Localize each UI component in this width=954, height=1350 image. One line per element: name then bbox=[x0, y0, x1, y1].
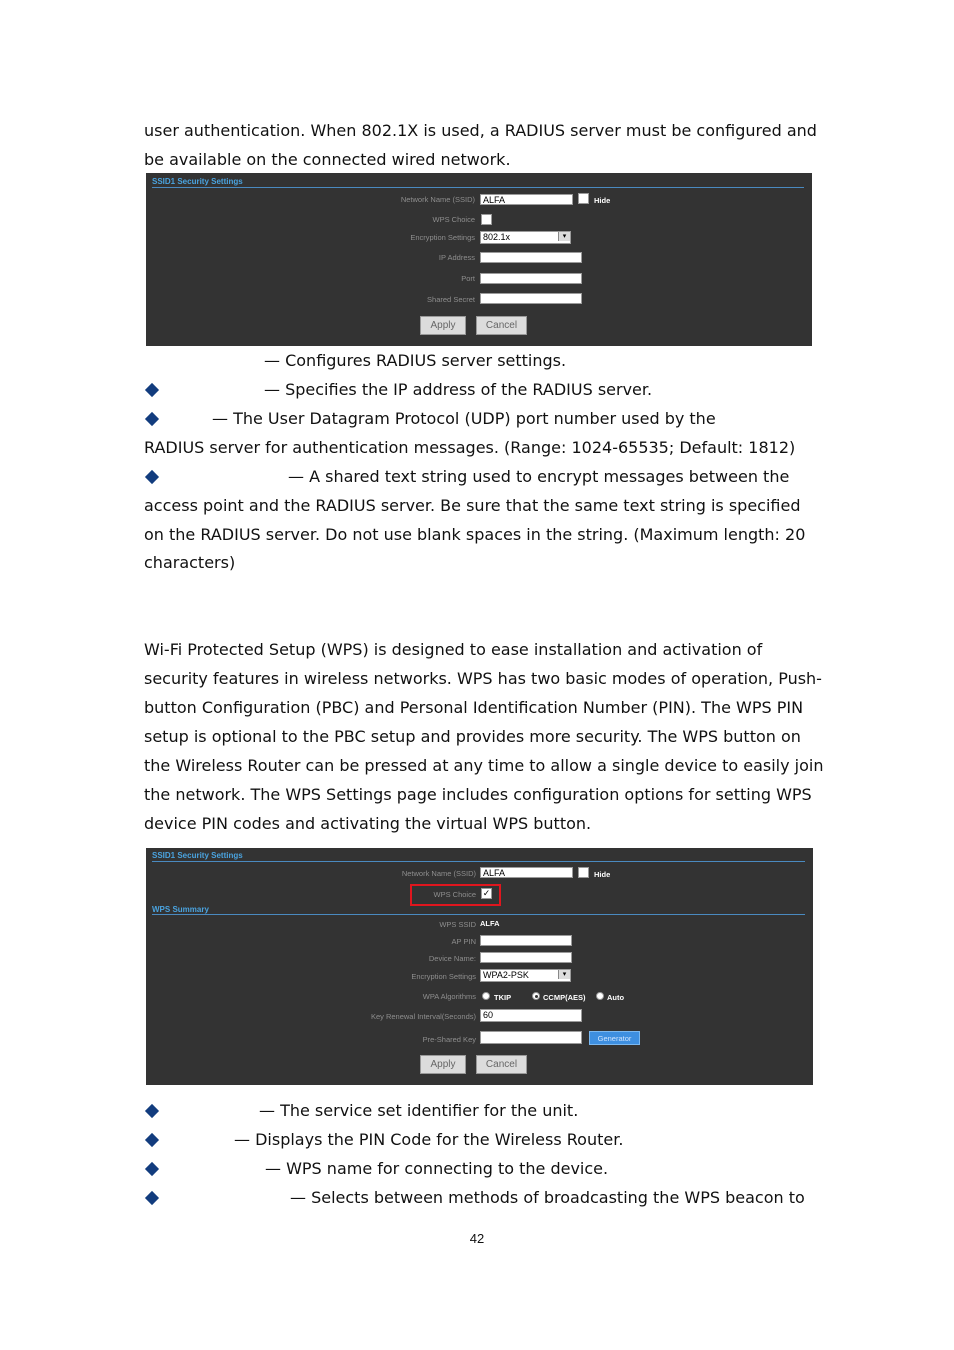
wps-settings-screenshot bbox=[146, 848, 813, 1085]
auto-label: Auto bbox=[607, 993, 625, 1002]
pre-shared-key-input[interactable] bbox=[480, 1031, 582, 1044]
encryption-value: 802.1x bbox=[483, 232, 511, 242]
ap-pin-label: AP PIN bbox=[451, 937, 476, 946]
shared-secret-line-cont: access point and the RADIUS server. Be sure that the same text string is specified bbox=[144, 496, 801, 515]
cancel-button[interactable]: Cancel bbox=[476, 316, 527, 335]
ssid-input[interactable]: ALFA bbox=[480, 867, 573, 878]
wps-choice-label: WPS Choice bbox=[432, 215, 475, 224]
shared-secret-input[interactable] bbox=[480, 293, 582, 304]
apply-button[interactable]: Apply bbox=[420, 316, 466, 335]
broadcast-line: — Selects between methods of broadcasting the WPS beacon to bbox=[290, 1188, 805, 1207]
ssid-input[interactable]: ALFA bbox=[480, 194, 573, 205]
shared-secret-label: Shared Secret bbox=[427, 295, 475, 304]
wps-ssid-line: — The service set identifier for the unit. bbox=[259, 1101, 579, 1120]
device-name-label: Device Name: bbox=[428, 954, 476, 963]
ssid-label: Network Name (SSID) bbox=[401, 869, 476, 878]
section-divider bbox=[152, 914, 805, 915]
section-title: SSID1 Security Settings bbox=[152, 177, 243, 186]
key-renewal-input[interactable]: 60 bbox=[480, 1009, 582, 1022]
device-name-line: — WPS name for connecting to the device. bbox=[265, 1159, 609, 1178]
bullet-diamond-icon bbox=[145, 470, 159, 484]
wps-ssid-label: WPS SSID bbox=[439, 920, 476, 929]
hide-checkbox[interactable] bbox=[578, 867, 589, 878]
ap-pin-input[interactable] bbox=[480, 935, 572, 946]
port-line: — The User Datagram Protocol (UDP) port number used by the bbox=[212, 409, 716, 428]
encryption-value: WPA2-PSK bbox=[483, 970, 529, 980]
port-line-cont: RADIUS server for authentication messages. (Range: 1024-65535; Default: 1812) bbox=[144, 438, 796, 457]
bullet-diamond-icon bbox=[145, 1191, 159, 1205]
radius-settings-screenshot bbox=[146, 173, 812, 346]
pre-shared-key-label: Pre-Shared Key bbox=[422, 1035, 476, 1044]
chevron-down-icon: ▾ bbox=[558, 232, 570, 241]
section-divider bbox=[152, 187, 804, 188]
ssid-label: Network Name (SSID) bbox=[400, 195, 475, 204]
intro-paragraph: user authentication. When 802.1X is used, a RADIUS server must be configured and be available on the connected wired network. bbox=[144, 121, 817, 169]
wps-paragraph: Wi-Fi Protected Setup (WPS) is designed to ease installation and activation of security features in wireless networks. WPS has two basic modes of operation, Push-button Configuration (PBC) and Personal Identification Number (PIN). The WPS PIN setup is optional to the PBC setup and provides more security. The WPS button on the Wireless Router can be pressed at any time to allow a single device to easily join the network. The WPS Settings page includes configuration options for setting WPS device PIN codes and activating the virtual WPS button. bbox=[144, 640, 824, 833]
key-renewal-label: Key Renewal Interval(Seconds) bbox=[370, 1012, 476, 1021]
ccmp-label: CCMP(AES) bbox=[543, 993, 586, 1002]
apply-button[interactable]: Apply bbox=[420, 1055, 466, 1074]
tkip-radio[interactable] bbox=[482, 992, 490, 1000]
hide-label: Hide bbox=[594, 870, 611, 879]
radius-settings-line: — Configures RADIUS server settings. bbox=[264, 351, 567, 370]
port-label: Port bbox=[461, 274, 475, 283]
wps-summary-title: WPS Summary bbox=[152, 905, 209, 914]
encryption-label: Encryption Settings bbox=[411, 972, 476, 981]
section-divider bbox=[152, 861, 805, 862]
ip-address-label: IP Address bbox=[438, 253, 475, 262]
shared-secret-line: — A shared text string used to encrypt messages between the bbox=[288, 467, 790, 486]
bullet-diamond-icon bbox=[145, 383, 159, 397]
encryption-label: Encryption Settings bbox=[410, 233, 475, 242]
ap-pin-line: — Displays the PIN Code for the Wireless Router. bbox=[234, 1130, 624, 1149]
ip-address-input[interactable] bbox=[480, 252, 582, 263]
wpa-algorithms-label: WPA Algorithms bbox=[422, 992, 476, 1001]
bullet-diamond-icon bbox=[145, 1133, 159, 1147]
bullet-diamond-icon bbox=[145, 1104, 159, 1118]
ip-address-line: — Specifies the IP address of the RADIUS server. bbox=[264, 380, 653, 399]
encryption-select[interactable] bbox=[480, 231, 571, 244]
bullet-diamond-icon bbox=[145, 1162, 159, 1176]
generator-button[interactable]: Generator bbox=[589, 1031, 640, 1045]
auto-radio[interactable] bbox=[596, 992, 604, 1000]
chevron-down-icon: ▾ bbox=[558, 970, 570, 979]
shared-secret-line-cont: on the RADIUS server. Do not use blank spaces in the string. (Maximum length: 20 bbox=[144, 525, 806, 544]
ccmp-radio[interactable] bbox=[532, 992, 540, 1000]
tkip-label: TKIP bbox=[494, 993, 512, 1002]
hide-label: Hide bbox=[594, 196, 611, 205]
wps-choice-label: WPS Choice bbox=[433, 890, 476, 899]
hide-checkbox[interactable] bbox=[578, 193, 589, 204]
device-name-input[interactable] bbox=[480, 952, 572, 963]
page-number: 42 bbox=[469, 1231, 485, 1246]
encryption-select[interactable] bbox=[480, 969, 571, 982]
shared-secret-line-cont: characters) bbox=[144, 553, 236, 572]
wps-choice-checkbox[interactable]: ✓ bbox=[482, 888, 491, 898]
wps-ssid-value: ALFA bbox=[480, 919, 500, 928]
port-input[interactable] bbox=[480, 273, 582, 284]
bullet-diamond-icon bbox=[145, 412, 159, 426]
cancel-button[interactable]: Cancel bbox=[476, 1055, 527, 1074]
section-title: SSID1 Security Settings bbox=[152, 851, 243, 860]
wps-choice-checkbox[interactable] bbox=[481, 214, 492, 225]
